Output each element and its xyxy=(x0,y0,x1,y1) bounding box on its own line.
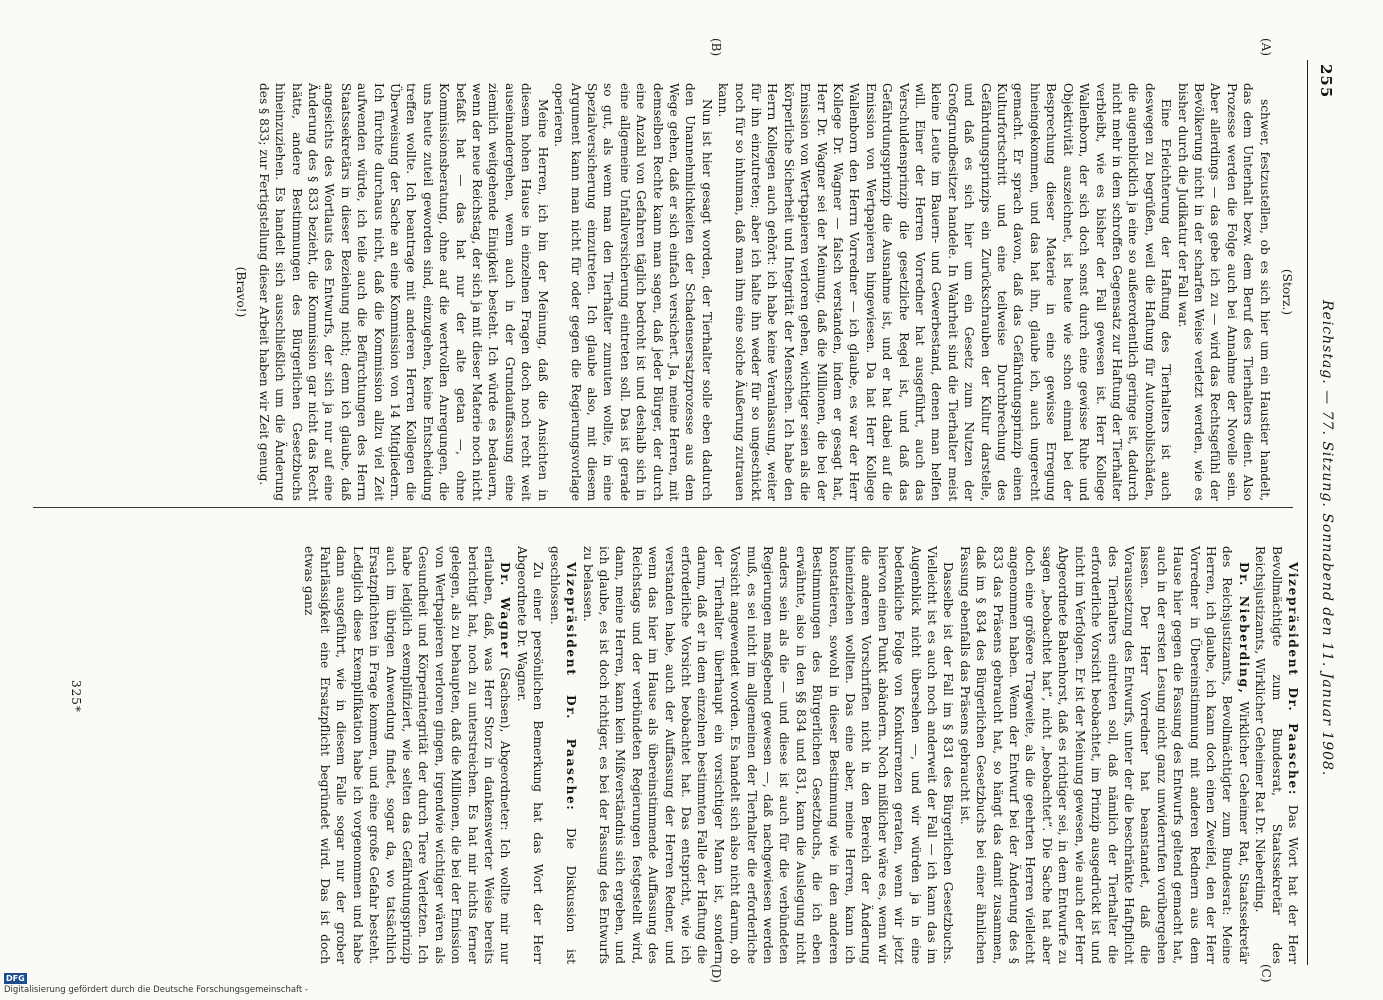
paragraph xyxy=(546,546,579,964)
column-left xyxy=(227,83,1301,501)
page-number: 255 xyxy=(1317,64,1335,99)
paragraph xyxy=(956,546,1251,964)
credit-text: Digitalisierung gefördert durch die Deutsche Forschungsgemeinschaft - xyxy=(4,985,308,995)
paragraph-text: Dasselbe ist der Fall im § 831 des Bürgerlichen Gesetzbuchs. Vielleicht ist es auch noch anderweit der Fall — ich kann das im Augenblick nicht übersehen —, und wir würden ja in eine bedenkliche Folge von Konkurrenzen geraten, wenn wir jetzt hiervon einen Punkt abändern. Noch mißlicher wäre es, wenn wir die anderen Vorschriften nicht in den Bereich der Änderung hineinziehen wollten. Das eine aber, meine Herren, kann ich konstatieren, sowohl in dieser Bestimmung wie in den anderen Bestimmungen des Bürgerlichen Gesetzbuchs, die ich eben erwähnte, also in den §§ 834 und 831, kann die Auslegung nicht anders sein als die — und diese ist auch für die verbündeten Regierungen maßgebend gewesen —, daß nachgewiesen werden muß, es sei nicht im allgemeinen der Tierhalter die erforderliche Vorsicht angewendet worden. Es handelt sich also nicht darum, ob der Tierhalter überhaupt ein vorsichtiger Mann ist, sondern darum, daß er in dem einzelnen bestimmten Falle der Haftung die erforderliche Vorsicht beobachtet hat. Das entspricht, wie ich verstanden habe, auch der Auffassung der Herren Redner, und wenn das hier im Hause als übereinstimmende Auffassung des Reichstags und der verbündeten Regierungen festgestellt wird, dann, meine Herren, kann kein Mißverständnis sich ergeben, und ich glaube, es ist doch richtiger, es bei der Fassung des Entwurfs zu belassen. xyxy=(580,546,956,964)
paragraph xyxy=(255,83,550,501)
paragraph xyxy=(551,83,715,501)
paragraph-text: Wirklicher Geheimer Rat, Staatssekretär des Reichsjustizamts, Bevollmächtigter zum Bundesrat: Meine Herren, ich glaube, ich kann doch einen Zweifel, den der Herr Vorredner in Übereinstimmung mit anderen Rednern aus dem Hause hier gegen die Fassung des Entwurfs geltend gemacht hat, auch in der ersten Lesung nicht ganz unwiderrufen vorübergehen lassen. Der Herr Vorredner hat beanstandet, daß die Voraussetzung des Entwurfs, unter der die beschränkte Haftpflicht des Tierhalters eintreten soll, daß nämlich der Tierhalter die erforderliche Vorsicht beobachtet, im Prinzip ausgedrückt ist und nicht im Verfolgen. Er ist der Meinung gewesen, wie auch der Herr Abgeordnete Bahenhorst, daß es richtiger sei, in dem Entwurfe zu sagen „beobachtet hat“, nicht „beobachtet“. Die Sache hat aber doch eine größere Tragweite, als die geehrten Herren vielleicht angenommen haben. Wenn der Entwurf bei der Änderung des § 833 das Präsens gebraucht hat, so hängt das damit zusammen, daß im § 834 des Bürgerlichen Gesetzbuchs bei einer ähnlichen Fassung ebenfalls das Präsens gebraucht ist. xyxy=(957,546,1251,964)
paragraph-text: Meine Herren, ich bin der Meinung, daß die Ansichten in diesem hohen Hause in einzelnen Fragen doch noch recht weit auseinandergehen, wenn auch in der Grundauffassung eine ziemlich weitgehende Einigkeit besteht. Ich würde es bedauern, wenn der neue Reichstag, der sich ja mit dieser Materie noch nicht befaßt hat — das hat nur der alte getan —, ohne Kommissionsberatung, ohne auf die wertvollen Anregungen, die uns heute zuteil geworden sind, einzugehen, keine Entscheidung treffen wollte. Ich beantrage mit anderen Herren Kollegen die Überweisung der Sache an eine Kommission von 14 Mitgliedern. Ich fürchte durchaus nicht, daß die Kommission allzu viel Zeit aufwenden würde, ich teile auch die Befürchtungen des Herrn Staatssekretärs in dieser Beziehung nicht; denn ich glaube, daß angesichts des Wortlauts des Entwurfs, der sich ja nur auf eine Änderung des § 833 bezieht, die Kommission gar nicht das Recht hätte, andere Bestimmungen des Bürgerlichen Gesetzbuchs hineinzuziehen. Es handelt sich ausschließlich um die Änderung des § 833; zur Fertigstellung dieser Arbeit haben wir Zeit genug. xyxy=(256,83,550,501)
header-rule xyxy=(1307,60,1308,965)
page-header xyxy=(1297,0,1383,1000)
margin-mark-b: (B) xyxy=(709,38,723,57)
speaker-name: Vizepräsident Dr. Paasche: xyxy=(564,562,579,812)
speaker-name: Dr. Nieberding, xyxy=(1236,562,1251,695)
paragraph-text: Zu einer persönlichen Bemerkung hat das Wort der Herr Abgeordnete Dr. Wagner. xyxy=(514,546,546,964)
speaker-name: Vizepräsident Dr. Paasche: xyxy=(1286,562,1300,796)
paragraph xyxy=(579,546,956,964)
paragraph xyxy=(1279,83,1295,501)
paragraph-text: (Sachsen), Abgeordneter: Ich wollte mir nur erlauben, daß, was Herr Storz in dankenswerter Weise bereits berichtigt hat, noch zu unterstreichen. Es hat mir nichts ferner gelegen, als zu behaupten, daß die Millionen, die bei der Emission von Wertpapieren verloren gingen, irgendwie wichtiger wären als Gesundheit und Körperintegrität der durch Tiere Verletzten. Ich habe lediglich exemplifiziert, wie selten das Gefährdungsprinzip auch im übrigen Anwendung findet, sogar da, wo tatsächlich Ersatzpflichten in Frage kommen, und eine große Gefahr besteht. Lediglich diese Exemplifikation habe ich vorgenommen und habe dann ausgeführt, wie in diesem Falle sogar nur der grober Fahrlässigkeit eine Ersatzpflicht begründet wird. Das ist doch etwas ganz xyxy=(301,546,513,965)
paragraph-text: (Storz.) xyxy=(1280,268,1294,316)
running-head: Reichstag. — 77. Sitzung. Sonnabend den 11. Januar 1908. xyxy=(1319,300,1335,777)
paragraph-text: Nun ist hier gesagt worden, der Tierhalter solle eben dadurch den Unannehmlichkeiten der Schadensersatzprozesse aus dem Wege gehen, daß er sich einfach versichert. Ja, meine Herren, mit demselben Rechte kann man sagen, daß jeder Bürger, der durch eine Anzahl von Gefahren täglich bedroht ist und deshalb sich in eine allgemeine Unfallversicherung eintreten soll. Das ist gerade so gut, als wenn man den Tierhalter zumuten wollte, in eine Spezialversicherung einzutreten. Ich glaube also, mit diesem Argument kann man nicht für oder gegen die Regierungsvorlage operieren. xyxy=(552,83,714,501)
margin-mark-d: (D) xyxy=(709,964,723,983)
margin-mark-c: (C) xyxy=(1259,964,1273,983)
paragraph-text: (Bravo!) xyxy=(234,266,249,318)
paragraph xyxy=(233,83,249,501)
paragraph xyxy=(1174,83,1272,501)
paragraph xyxy=(514,546,547,964)
paragraph-text: Eine Erleichterung der Haftung des Tierhalters ist auch deswegen zu begrüßen, weil die Haftung für Automobilschäden, die augenblicklich ja eine so außerordentlich geringe ist, dadurch nicht mehr in dem schroffen Gegensatz zur Haftung der Tierhalter verbleibt, wie es bisher der Fall gewesen ist. Herr Kollege Wallenborn, der sich doch sonst durch eine gewisse Ruhe und Objektivität auszeichnet, ist heute wie schon einmal bei der Besprechung dieser Materie in eine gewisse Erregung hineingekommen, und das hat ihn, glaube ich, auch ungerecht gemacht. Er sprach davon, daß das Gefährdungsprinzip einen Kulturfortschritt und eine teilweise Durchbrechung des Gefährdungsprinzips ein Zurückschrauben der Kultur darstelle, und daß es sich hier um ein Gesetz zum Nutzen der Großgrundbesitzer handele. In Wahrheit sind die Tierhalter meist kleine Leute im Bauern- und Gewerbestand, denen man helfen will. Einer der Herren Vorredner hat ausgeführt, auch das Verschuldensprinzip die gesetzliche Regel ist, und daß das Gefährdungsprinzip die Ausnahme ist, und er hat dabei auf die Emission von Wertpapieren hingewiesen. Da hat Herr Kollege Wallenborn den Herrn Vorredner — ich glaube, es war der Herr Kollege Dr. Wagner — falsch verstanden, indem er gesagt hat, Herr Dr. Wagner sei der Meinung, daß die Millionen, die bei der Emission von Wertpapieren verloren gehen, wichtiger seien als die körperliche Sicherheit und Integrität der Menschen. Ich habe den Herrn Kollegen auch gehört: ich habe keine Veranlassung, weiter für ihn einzutreten; aber ich halte ihn weder für so ungeschickt noch für so inhuman, daß man ihm eine solche Äußerung zutrauen kann. xyxy=(716,83,1174,501)
paragraph xyxy=(300,546,513,964)
column-right xyxy=(300,546,1301,964)
margin-mark-a: (A) xyxy=(1259,38,1273,57)
paragraph xyxy=(715,83,1174,501)
paragraph-text: Die Diskussion ist geschlossen. xyxy=(547,546,579,965)
page-signature: 325* xyxy=(69,680,83,713)
column-divider xyxy=(33,507,1293,508)
dfg-logo: DFG xyxy=(6,974,25,983)
paragraph xyxy=(1252,546,1301,964)
paragraph-text: Das Wort hat der Herr Bevollmächtigte zum Bundesrat, Staatssekretär des Reichsjustizamts, Wirklicher Geheimer Rat Dr. Nieberding. xyxy=(1253,546,1300,964)
paragraph-text: schwer, festzustellen, ob es sich hier um ein Haustier handelt, das dem Unterhalt bezw. dem Beruf des Tierhalters dient. Also Prozesse werden die Folge auch bei Annahme der Novelle sein. Aber allerdings — das gebe ich zu — wird das Rechtsgefühl der Bevölkerung nicht in der scharfen Weise verletzt werden, wie es bisher durch die Judikatur der Fall war. xyxy=(1175,83,1272,501)
speaker-name: Dr. Wagner xyxy=(498,562,513,659)
